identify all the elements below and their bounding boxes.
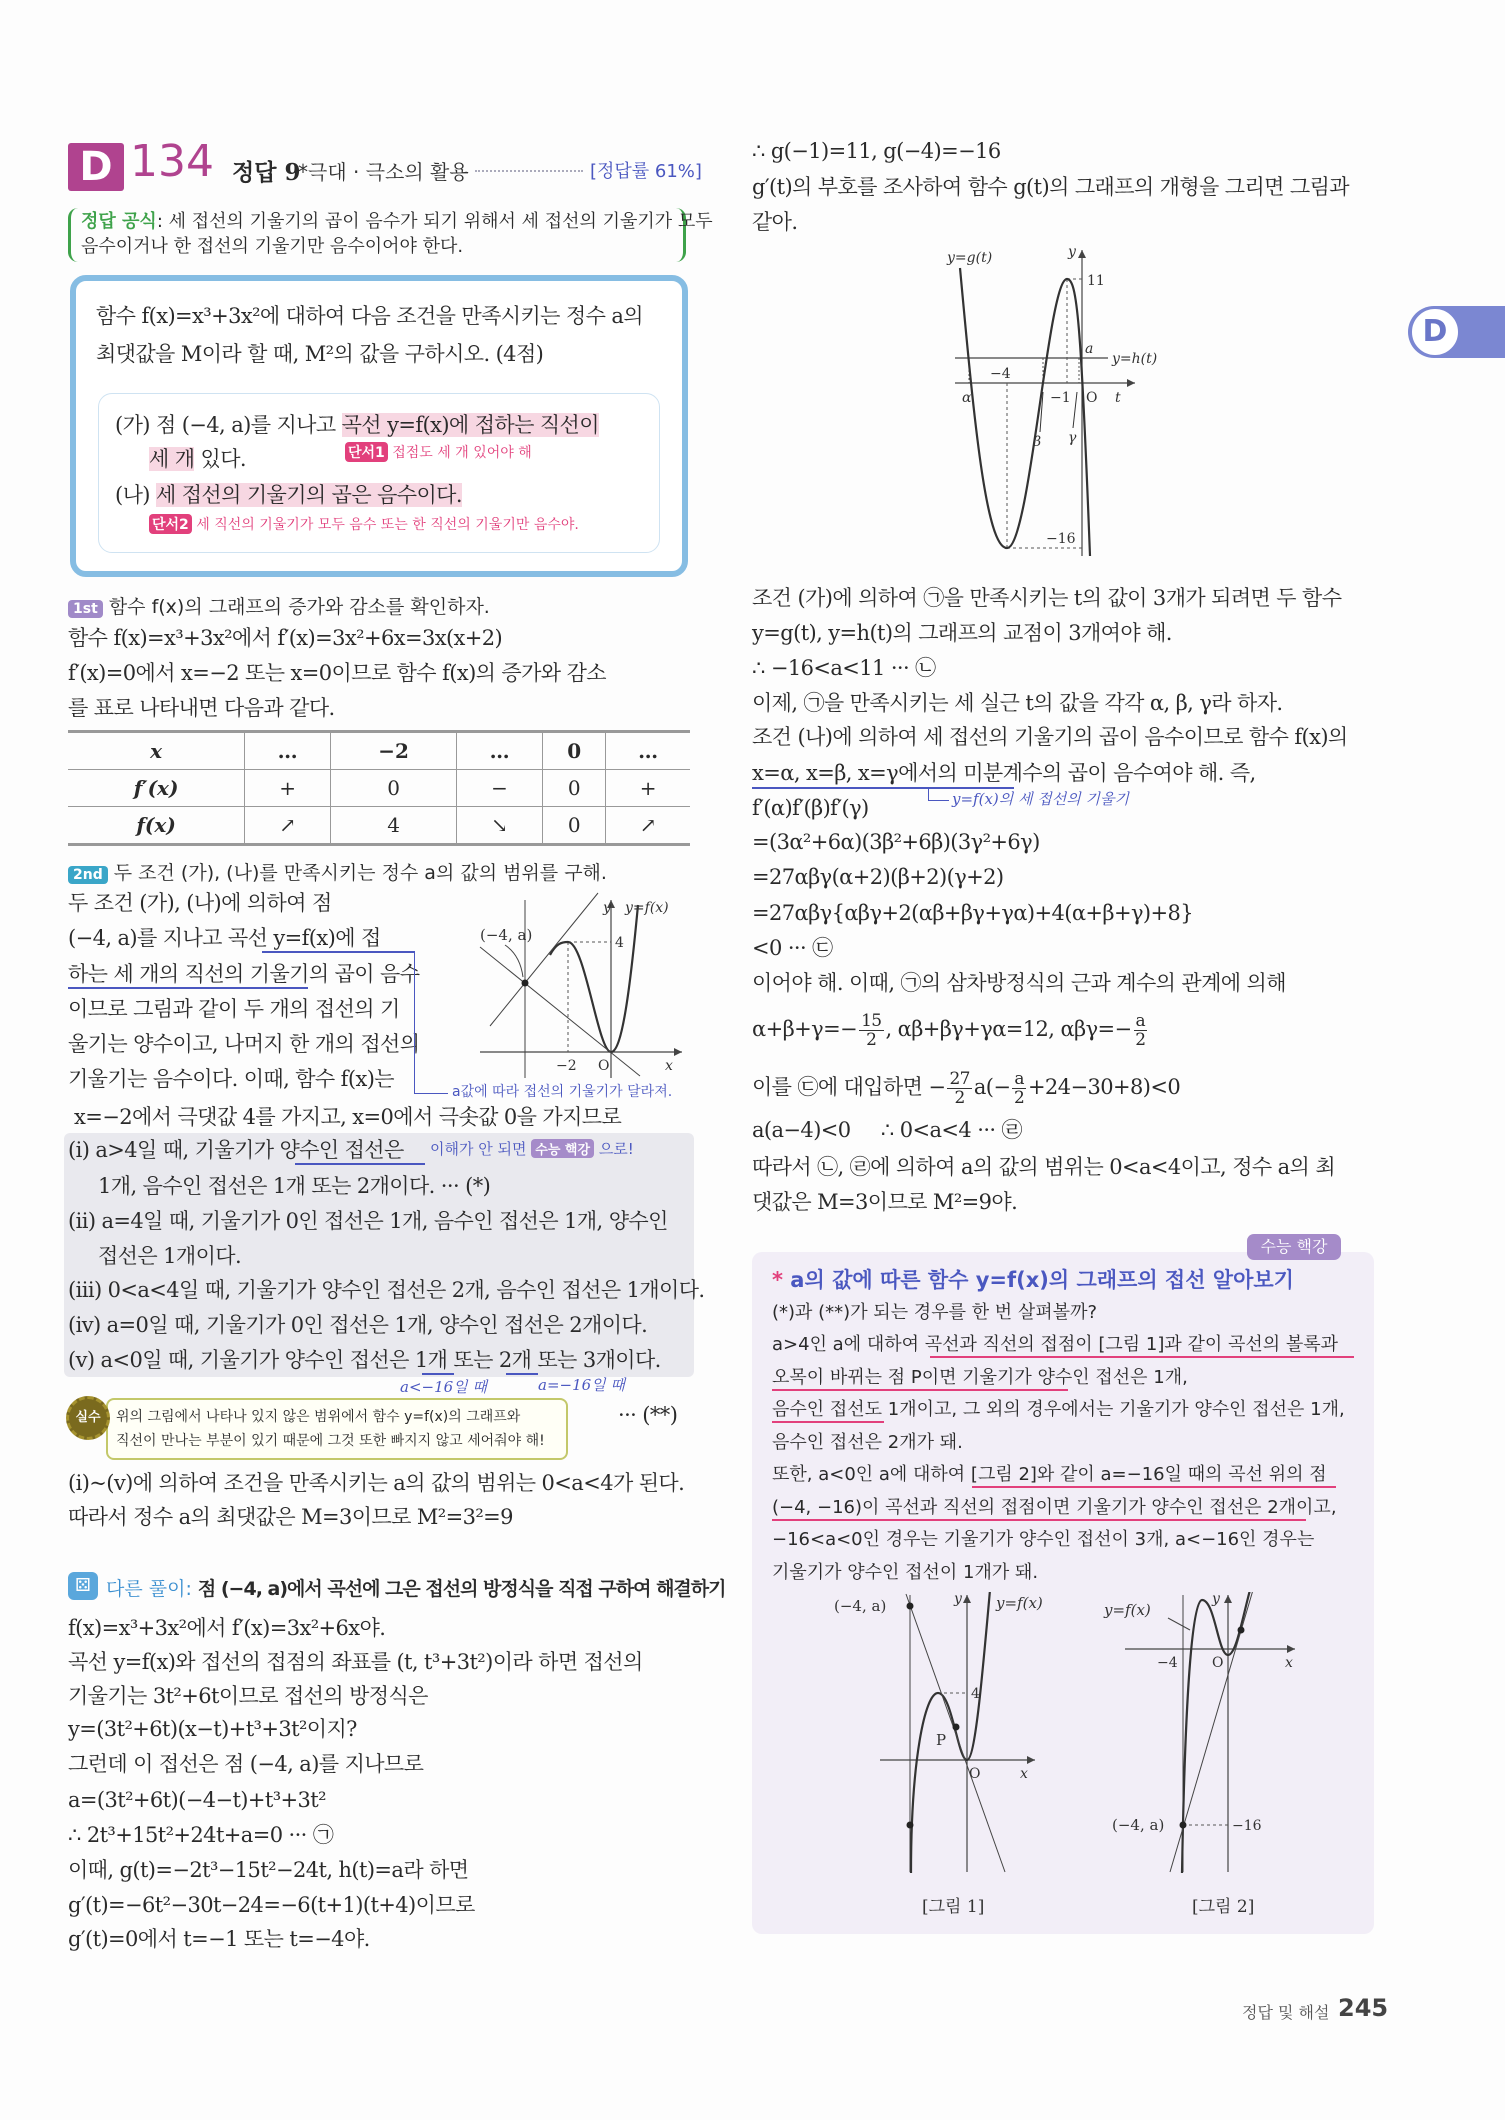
- max-value-label: 4: [971, 1686, 980, 1702]
- table-row: f(x) ↗ 4 ↘ 0 ↗: [68, 807, 690, 845]
- point-label: (−4, a): [1112, 1816, 1165, 1834]
- figure-caption: [그림 2]: [1192, 1897, 1255, 1917]
- tangent-line: [480, 947, 640, 1076]
- h-value-label: a: [1085, 341, 1094, 357]
- conditions-box: [98, 393, 660, 553]
- substitution-line: 이를 ㉢에 대입하면 − $\frac{27}{2}$ a(− $\frac{a}{2}$ +24−30+8)<0: [752, 1069, 1181, 1108]
- alt-solution-heading: [106, 1574, 725, 1601]
- right-line: 따라서 ㉡, ㉣에 의하여 a의 값의 범위는 0<a<4이고, 정수 a의 최: [752, 1155, 1336, 1179]
- y-axis-label: y: [603, 900, 611, 916]
- y-axis-arrow: [1224, 1595, 1232, 1603]
- step2-line: 두 조건 (가), (나)에 의하여 점: [68, 891, 332, 915]
- problem-box: [70, 275, 688, 577]
- footer-label: 정답 및 해설: [1242, 2003, 1330, 2022]
- step1-title: 함수 f(x)의 그래프의 증가와 감소를 확인하자.: [108, 596, 490, 618]
- point-minus4-a: [907, 1603, 914, 1610]
- x-tick-label: −2: [556, 1058, 577, 1074]
- topic-label: *극대 · 극소의 활용: [298, 160, 469, 184]
- tip-line: 기울기가 양수인 접선이 1개가 돼.: [772, 1562, 1039, 1583]
- alt-line: 이때, g(t)=−2t³−15t²−24t, h(t)=a라 하면: [68, 1858, 469, 1882]
- note-link[interactable]: 이해가 안 되면 수능 핵강 으로!: [430, 1140, 634, 1158]
- variation-table: [68, 730, 690, 846]
- formula-text: : 세 접선의 기울기의 곱이 음수가 되기 위해서 세 접선의 기울기가 모두: [156, 211, 713, 232]
- right-line: a(a−4)<0 ∴ 0<a<4 ··· ㉣: [752, 1118, 1022, 1142]
- tip-title: * a의 값에 따른 함수 y=f(x)의 그래프의 접선 알아보기: [772, 1268, 1294, 1292]
- pink-underline: [930, 1356, 1354, 1358]
- alt-line: f(x)=x³+3x²에서 f′(x)=3x²+6x야.: [68, 1616, 386, 1640]
- calc-line: 이어야 해. 이때, ㉠의 삼차방정식의 근과 계수의 관계에 의해: [752, 971, 1286, 995]
- tip-line: −16<a<0인 경우는 기울기가 양수인 접선이 3개, a<−16인 경우는: [772, 1529, 1315, 1550]
- conclusion-line: 따라서 정수 a의 최댓값은 M=3이므로 M²=3²=9: [68, 1505, 513, 1529]
- condition-na-highlight: 세 접선의 기울기의 곱은 음수이다.: [155, 483, 462, 507]
- tangent-line: [490, 893, 598, 1026]
- curve-label: y=f(x): [625, 900, 669, 916]
- alt-line: g′(t)=−6t²−30t−24=−6(t+1)(t+4)이므로: [68, 1893, 475, 1917]
- t-axis-label: t: [1115, 390, 1121, 406]
- table-row: f′(x) + 0 − 0 +: [68, 770, 690, 807]
- hint-2: 단서2 세 직선의 기울기가 모두 음수 또는 한 직선의 기울기만 음수야.: [149, 514, 579, 534]
- figure-caption: [그림 1]: [922, 1897, 985, 1917]
- t-tick-label: −4: [990, 366, 1011, 382]
- calc-line: <0 ··· ㉢: [752, 936, 833, 960]
- step1-line: f′(x)=0에서 x=−2 또는 x=0이므로 함수 f(x)의 증가와 감소: [68, 661, 606, 685]
- tip-badge: 수능 핵강: [1247, 1234, 1341, 1260]
- formula-text-line2: 음수이거나 한 접선의 기울기만 음수이어야 한다.: [81, 236, 464, 257]
- table-header-row: x … −2 … 0 …: [68, 732, 690, 770]
- conclusion-line: (i)~(v)에 의하여 조건을 만족시키는 a의 값의 범위는 0<a<4가 된다.: [68, 1471, 685, 1495]
- alt-solution-title: 점 (−4, a)에서 곡선에 그은 접선의 방정식을 직접 구하여 해결하기: [197, 1578, 726, 1600]
- chapter-side-tab[interactable]: [1408, 306, 1505, 358]
- tip-line: (−4, −16)이 곡선과 직선의 접점이면 기울기가 양수인 접선은 2개이고,: [772, 1497, 1337, 1518]
- gamma-arrow: [1073, 392, 1077, 428]
- origin-label: O: [969, 1766, 981, 1782]
- alt-solution-label: 다른 풀이:: [106, 1578, 192, 1600]
- page-number: 245: [1338, 1994, 1389, 2022]
- hint-2-badge: 단서2: [149, 514, 192, 534]
- y-axis-label: y: [1212, 1591, 1220, 1607]
- tip-line: 또한, a<0인 a에 대하여 [그림 2]와 같이 a=−16일 때의 곡선 위의 점: [772, 1464, 1327, 1485]
- condition-na: (나) 세 접선의 기울기의 곱은 음수이다.: [115, 483, 462, 507]
- case-line: 접선은 1개이다.: [98, 1244, 242, 1268]
- x-axis-arrow: [674, 1048, 682, 1056]
- underline-mark: [506, 1373, 538, 1375]
- tip-line: 음수인 접선도 1개이고, 그 외의 경우에서는 기울기가 양수인 접선은 1개,: [772, 1399, 1345, 1420]
- calc-line: =(3α²+6α)(3β²+6β)(3γ²+6γ): [752, 830, 1040, 854]
- gamma-label: γ: [1068, 430, 1077, 446]
- step1-line: 를 표로 나타내면 다음과 같다.: [68, 696, 335, 720]
- chapter-letter: D: [1412, 309, 1458, 355]
- problem-line-2: 최댓값을 M이라 할 때, M²의 값을 구하시오. (4점): [96, 342, 544, 366]
- alt-solution-icon: ⚄: [68, 1572, 98, 1600]
- tip-line: (*)과 (**)가 되는 경우를 한 번 살펴볼까?: [772, 1302, 1098, 1323]
- point-p: [953, 1724, 960, 1731]
- mistake-line: 직선이 만나는 부분이 있기 때문에 그것 또한 빠지지 않고 세어줘야 해!: [116, 1433, 545, 1449]
- case-line: 1개, 음수인 접선은 1개 또는 2개이다. ··· (*): [98, 1174, 491, 1198]
- dotted-leader: [475, 170, 583, 172]
- step2-heading: [68, 858, 607, 885]
- tip-line: a>4인 a에 대하여 곡선과 직선의 접점이 [그림 1]과 같이 곡선의 볼록과: [772, 1334, 1339, 1355]
- step2-title: 두 조건 (가), (나)를 만족시키는 정수 a의 값의 범위를 구해.: [113, 862, 607, 884]
- value-label: −16: [1232, 1818, 1262, 1834]
- x-axis-label: x: [665, 1058, 673, 1074]
- step1-heading: [68, 592, 490, 619]
- x-tick-label: −4: [1157, 1655, 1178, 1671]
- calc-line: f′(α)f′(β)f′(γ): [752, 796, 869, 820]
- mistake-badge: 실수: [66, 1396, 110, 1440]
- right-line: 조건 (가)에 의하여 ㉠을 만족시키는 t의 값이 3개가 되려면 두 함수: [752, 586, 1342, 610]
- alt-line: 곡선 y=f(x)와 접선의 접점의 좌표를 (t, t³+3t²)이라 하면 접선의: [68, 1650, 643, 1674]
- alt-line: ∴ 2t³+15t²+24t+a=0 ··· ㉠: [68, 1823, 334, 1847]
- right-line: ∴ −16<a<11 ··· ㉡: [752, 656, 936, 680]
- point-minus4-a: [522, 980, 529, 987]
- alt-line: 그런데 이 접선은 점 (−4, a)를 지나므로: [68, 1752, 424, 1776]
- y-axis-label: y: [1068, 244, 1076, 260]
- answer-label: 정답 9: [232, 159, 301, 186]
- annotation-a-less-16: a<−16일 때: [400, 1378, 487, 1396]
- alt-line: g′(t)=0에서 t=−1 또는 t=−4야.: [68, 1927, 370, 1951]
- alt-line: a=(3t²+6t)(−4−t)+t³+3t²: [68, 1788, 326, 1812]
- point-label: (−4, a): [480, 926, 533, 944]
- origin-label: O: [598, 1058, 610, 1074]
- t-axis-arrow: [1127, 379, 1135, 387]
- tangent-point: [1238, 1627, 1245, 1634]
- note-badge: 수능 핵강: [531, 1139, 594, 1158]
- tip-line: 오목이 바뀌는 점 P이면 기울기가 양수인 접선은 1개,: [772, 1367, 1188, 1388]
- step2-line: (−4, a)를 지나고 곡선 y=f(x)에 접: [68, 926, 381, 950]
- alt-line: 기울기는 3t²+6t이므로 접선의 방정식은: [68, 1684, 428, 1708]
- condition-ga: (가) 점 (−4, a)를 지나고 곡선 y=f(x)에 접하는 직선이: [115, 413, 599, 437]
- annotation-connector: [414, 1093, 448, 1094]
- cubic-curve: [911, 1590, 990, 1873]
- label-arrow: [1168, 1618, 1190, 1630]
- right-line: g′(t)의 부호를 조사하여 함수 g(t)의 그래프의 개형을 그리면 그림과: [752, 175, 1349, 199]
- underline-mark: [68, 987, 308, 989]
- max-value-label: 11: [1087, 273, 1105, 289]
- correct-rate: [정답률 61%]: [590, 161, 702, 182]
- max-value-label: 4: [615, 935, 624, 951]
- step2-line: 기울기는 음수이다. 이때, 함수 f(x)는: [68, 1067, 394, 1091]
- min-value-label: −16: [1046, 531, 1076, 547]
- annotation-connector: [414, 951, 415, 1093]
- curve-label: y=g(t): [947, 250, 993, 266]
- step2-line: 이므로 그림과 같이 두 개의 접선의 기: [68, 997, 400, 1021]
- right-line: 댓값은 M=3이므로 M²=9야.: [752, 1190, 1018, 1214]
- problem-number: 134: [130, 136, 214, 187]
- double-star-mark: ··· (**): [618, 1403, 678, 1427]
- origin-label: O: [1086, 390, 1098, 406]
- case-line: (iii) 0<a<4일 때, 기울기가 양수인 접선은 2개, 음수인 접선은 1개이다.: [68, 1278, 705, 1302]
- beta-label: β: [1033, 434, 1042, 450]
- tangent-point: [907, 1822, 914, 1829]
- step2-line: 하는 세 개의 직선의 기울기의 곱이 음수: [68, 962, 420, 986]
- pink-underline: [772, 1519, 1306, 1521]
- figure-1: [820, 1585, 1050, 1925]
- step1-line: 함수 f(x)=x³+3x²에서 f′(x)=3x²+6x=3x(x+2): [68, 626, 503, 650]
- point-label: (−4, a): [834, 1597, 887, 1615]
- hint-1-badge: 단서1: [345, 442, 388, 462]
- calc-line: =27αβγ(α+2)(β+2)(γ+2): [752, 865, 1004, 889]
- label-arrow: [505, 945, 523, 977]
- pink-underline: [972, 1486, 1336, 1488]
- condition-ga-line2: 세 개 있다.: [149, 447, 246, 471]
- case-line: (iv) a=0일 때, 기울기가 0인 접선은 1개, 양수인 접선은 2개이다.: [68, 1313, 648, 1337]
- right-line: x=α, x=β, x=γ에서의 미분계수의 곱이 음수여야 해. 즉,: [752, 761, 1256, 785]
- step1-badge: 1st: [68, 600, 103, 618]
- curve-label: y=f(x): [996, 1594, 1043, 1612]
- case-line: (ii) a=4일 때, 기울기가 0인 접선은 1개, 음수인 접선은 1개, 양수인: [68, 1209, 668, 1233]
- right-line: ∴ g(−1)=11, g(−4)=−16: [752, 139, 1001, 163]
- figure-2: [1100, 1585, 1330, 1925]
- step2-line: x=−2에서 극댓값 4를 가지고, x=0에서 극솟값 0을 가지므로: [74, 1105, 622, 1129]
- g-t-graph: [940, 240, 1180, 560]
- pink-underline: [772, 1421, 884, 1423]
- problem-letter-badge: D: [68, 143, 124, 191]
- underline-mark: [262, 951, 414, 953]
- formula-line-1: [81, 211, 713, 233]
- origin-label: O: [1212, 1655, 1224, 1671]
- underline-mark: [752, 787, 1014, 789]
- mistake-callout: [106, 1398, 568, 1460]
- x-axis-label: x: [1285, 1655, 1293, 1671]
- tip-line: 음수인 접선은 2개가 돼.: [772, 1432, 963, 1453]
- mistake-line: 위의 그림에서 나타나 있지 않은 범위에서 함수 y=f(x)의 그래프와: [116, 1409, 521, 1425]
- step2-line: 울기는 양수이고, 나머지 한 개의 접선의: [68, 1032, 420, 1056]
- slope-annotation: y=f(x)의 세 접선의 기울기: [952, 790, 1129, 808]
- y-axis-arrow: [963, 1595, 971, 1603]
- t-tick-label: −1: [1050, 390, 1071, 406]
- case-line: (v) a<0일 때, 기울기가 양수인 접선은 1개 또는 2개 또는 3개이다.: [68, 1348, 661, 1372]
- formula-label: 정답 공식: [81, 211, 157, 232]
- right-line: 조건 (나)에 의하여 세 접선의 기울기의 곱이 음수이므로 함수 f(x)의: [752, 725, 1348, 749]
- cubic-curve: [550, 905, 638, 1052]
- right-line: y=g(t), y=h(t)의 그래프의 교점이 3개여야 해.: [752, 621, 1172, 645]
- calc-line: =27αβγ{αβγ+2(αβ+βγ+γα)+4(α+β+γ)+8}: [752, 901, 1194, 925]
- right-line: 이제, ㉠을 만족시키는 세 실근 t의 값을 각각 α, β, γ라 하자.: [752, 691, 1283, 715]
- alt-line: y=(3t²+6t)(x−t)+t³+3t²이지?: [68, 1717, 357, 1741]
- annotation-connector: [928, 787, 949, 801]
- condition-ga-highlight: 곡선 y=f(x)에 접하는 직선이: [341, 413, 599, 437]
- h-line-label: y=h(t): [1112, 351, 1158, 367]
- p-label: P: [936, 1731, 947, 1749]
- formula-box: [68, 208, 713, 262]
- case-line: (i) a>4일 때, 기울기가 양수인 접선은: [68, 1138, 404, 1162]
- step2-badge: 2nd: [68, 866, 108, 884]
- g-curve: [960, 268, 1090, 556]
- y-axis-arrow: [1078, 250, 1086, 258]
- vieta-line: α+β+γ=− $\frac{15}{2}$ , αβ+βγ+γα=12, αβγ=− $\frac{a}{2}$: [752, 1011, 1146, 1050]
- curve-label: y=f(x): [1104, 1601, 1151, 1619]
- y-axis-label: y: [954, 1591, 962, 1607]
- alpha-label: α: [962, 390, 972, 406]
- pink-underline: [772, 1389, 1068, 1391]
- right-line: 같아.: [752, 210, 798, 234]
- annotation-a-eq-16: a=−16일 때: [538, 1376, 625, 1394]
- x-axis-arrow: [1027, 1756, 1035, 1764]
- point-minus4-a: [1180, 1822, 1187, 1829]
- tangent-graph: [470, 890, 690, 1080]
- x-axis-label: x: [1020, 1766, 1028, 1782]
- problem-line-1: 함수 f(x)=x³+3x²에 대하여 다음 조건을 만족시키는 정수 a의: [96, 304, 643, 328]
- hint-1: 단서1 접점도 세 개 있어야 해: [345, 442, 532, 462]
- underline-mark: [295, 1163, 425, 1165]
- x-axis-arrow: [1287, 1645, 1295, 1653]
- underline-mark: [422, 1373, 454, 1375]
- step2-annotation: a값에 따라 접선의 기울기가 달라져.: [452, 1084, 673, 1100]
